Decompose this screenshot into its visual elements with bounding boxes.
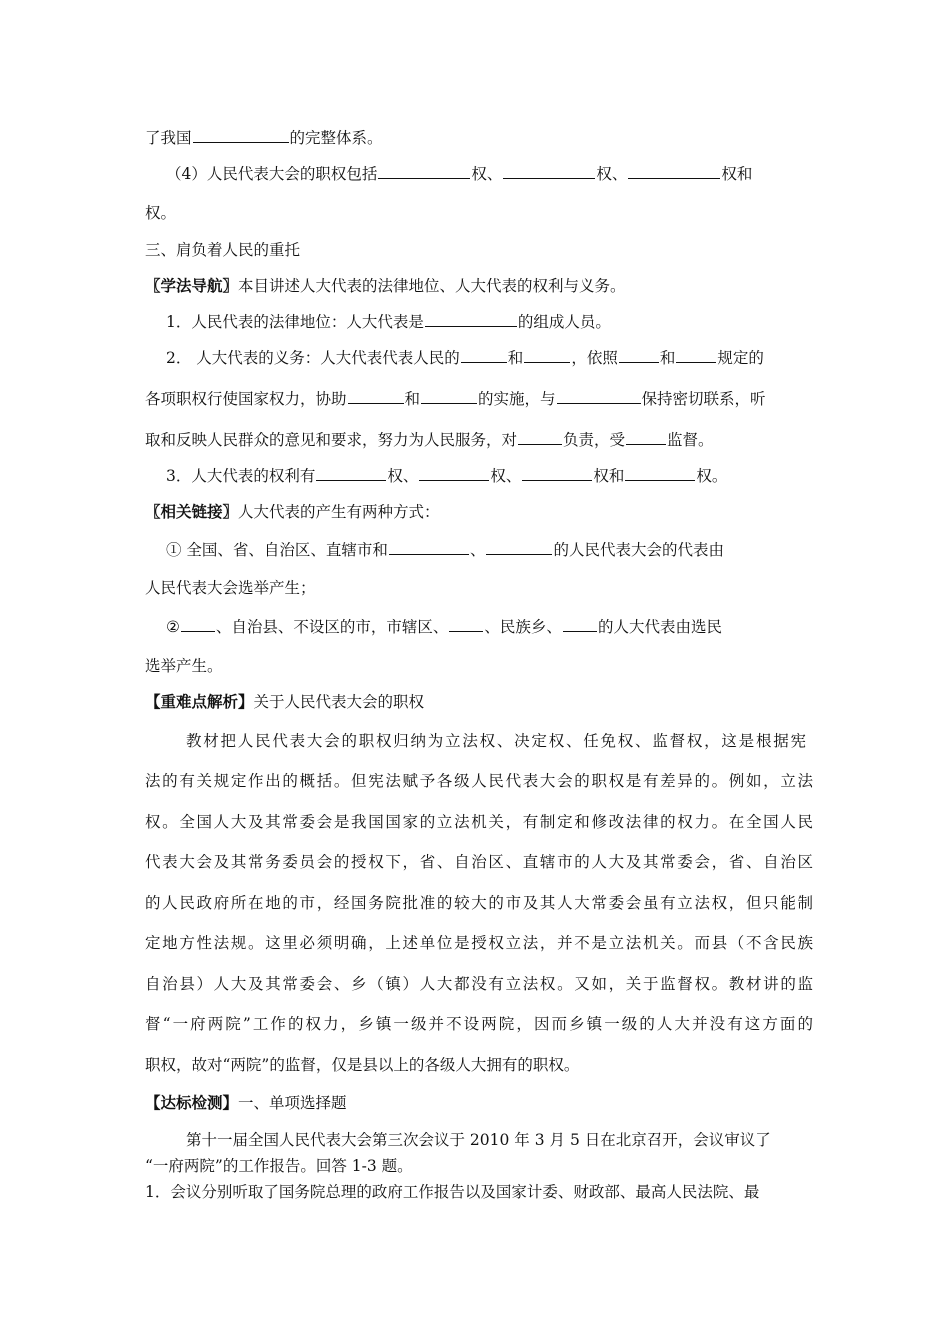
fill-blank xyxy=(563,617,597,632)
fill-blank xyxy=(193,128,289,143)
text-line: 1．人民代表的法律地位：人大代表是 的组成人员。 xyxy=(166,313,611,331)
text-line: 1．会议分别听取了国务院总理的政府工作报告以及国家计委、财政部、最高人民法院、最 xyxy=(145,1183,760,1201)
text-line: 3．人大代表的权利有 权、 权、 权和 权。 xyxy=(166,467,728,485)
paragraph-line: 法的有关规定作出的概括。但宪法赋予各级人民代表大会的职权是有差异的。例如，立法 xyxy=(145,772,813,790)
text-line: ① 全国、省、自治区、直辖市和 、 的人民代表大会的代表由 xyxy=(166,541,724,559)
fill-blank xyxy=(421,389,477,404)
text-line: 〖学法导航〗本目讲述人大代表的法律地位、人大代表的权利与义务。 xyxy=(145,276,626,295)
section-label: 【重难点解析】 xyxy=(145,692,254,711)
fill-blank xyxy=(389,540,469,555)
fill-blank xyxy=(419,466,489,481)
paragraph-line: 职权，故对“两院”的监督，仅是县以上的各级人大拥有的职权。 xyxy=(145,1056,580,1074)
text-line: 人民代表大会选举产生； xyxy=(145,579,316,597)
section-label: 〖学法导航〗 xyxy=(145,276,239,295)
fill-blank xyxy=(181,617,215,632)
paragraph-line: 的人民政府所在地的市，经国务院批准的较大的市及其人大常委会虽有立法权，但只能制 xyxy=(145,894,813,912)
fill-blank xyxy=(619,348,659,363)
fill-blank xyxy=(518,430,562,445)
text-line: 〖相关链接〗人大代表的产生有两种方式： xyxy=(145,502,440,521)
fill-blank xyxy=(378,164,470,179)
paragraph-line: 教材把人民代表大会的职权归纳为立法权、决定权、任免权、监督权，这是根据宪 xyxy=(186,732,806,750)
fill-blank xyxy=(676,348,716,363)
fill-blank xyxy=(625,466,695,481)
paragraph-line: 督“一府两院”工作的权力，乡镇一级并不设两院，因而乡镇一级的人大并没有这方面的 xyxy=(145,1015,813,1033)
fill-blank xyxy=(524,348,570,363)
section-label: 〖相关链接〗 xyxy=(145,502,239,521)
text-line: 取和反映人民群众的意见和要求，努力为人民服务，对 负责，受 监督。 xyxy=(145,431,714,449)
fill-blank xyxy=(503,164,595,179)
fill-blank xyxy=(626,430,666,445)
text-line: 第十一届全国人民代表大会第三次会议于 2010 年 3 月 5 日在北京召开，会议审议了 xyxy=(186,1131,771,1149)
text-line: 【重难点解析】关于人民代表大会的职权 xyxy=(145,692,425,711)
paragraph-line: 定地方性法规。这里必须明确，上述单位是授权立法，并不是立法机关。而县（不含民族 xyxy=(145,934,813,952)
fill-blank xyxy=(557,389,641,404)
text-line: ② 、自治县、不设区的市，市辖区、 、民族乡、 的人大代表由选民 xyxy=(166,618,722,636)
text-line: “一府两院”的工作报告。回答 1-3 题。 xyxy=(145,1157,413,1175)
text-line: （4）人民代表大会的职权包括 权、 权、 权和 xyxy=(166,165,753,183)
fill-blank xyxy=(628,164,720,179)
fill-blank xyxy=(522,466,592,481)
section-label: 【达标检测】 xyxy=(145,1093,239,1112)
paragraph-line: 权。全国人大及其常委会是我国国家的立法机关，有制定和修改法律的权力。在全国人民 xyxy=(145,813,813,831)
text-line: 2． 人大代表的义务：人大代表代表人民的 和 ，依照 和 规定的 xyxy=(166,349,764,367)
fill-blank xyxy=(425,312,517,327)
section-heading: 三、肩负着人民的重托 xyxy=(145,241,301,259)
fill-blank xyxy=(316,466,386,481)
text-line: 权。 xyxy=(145,204,177,222)
text-line: 了我国 的完整体系。 xyxy=(145,129,383,147)
text-line: 【达标检测】一、单项选择题 xyxy=(145,1093,347,1112)
paragraph-line: 自治县）人大及其常委会、乡（镇）人大都没有立法权。又如，关于监督权。教材讲的监 xyxy=(145,975,813,993)
text-line: 选举产生。 xyxy=(145,657,223,675)
fill-blank xyxy=(461,348,507,363)
fill-blank xyxy=(486,540,552,555)
fill-blank xyxy=(348,389,404,404)
paragraph-line: 代表大会及其常务委员会的授权下，省、自治区、直辖市的人大及其常委会，省、自治区 xyxy=(145,853,813,871)
fill-blank xyxy=(449,617,483,632)
text-line: 各项职权行使国家权力，协助 和 的实施，与 保持密切联系，听 xyxy=(145,390,766,408)
